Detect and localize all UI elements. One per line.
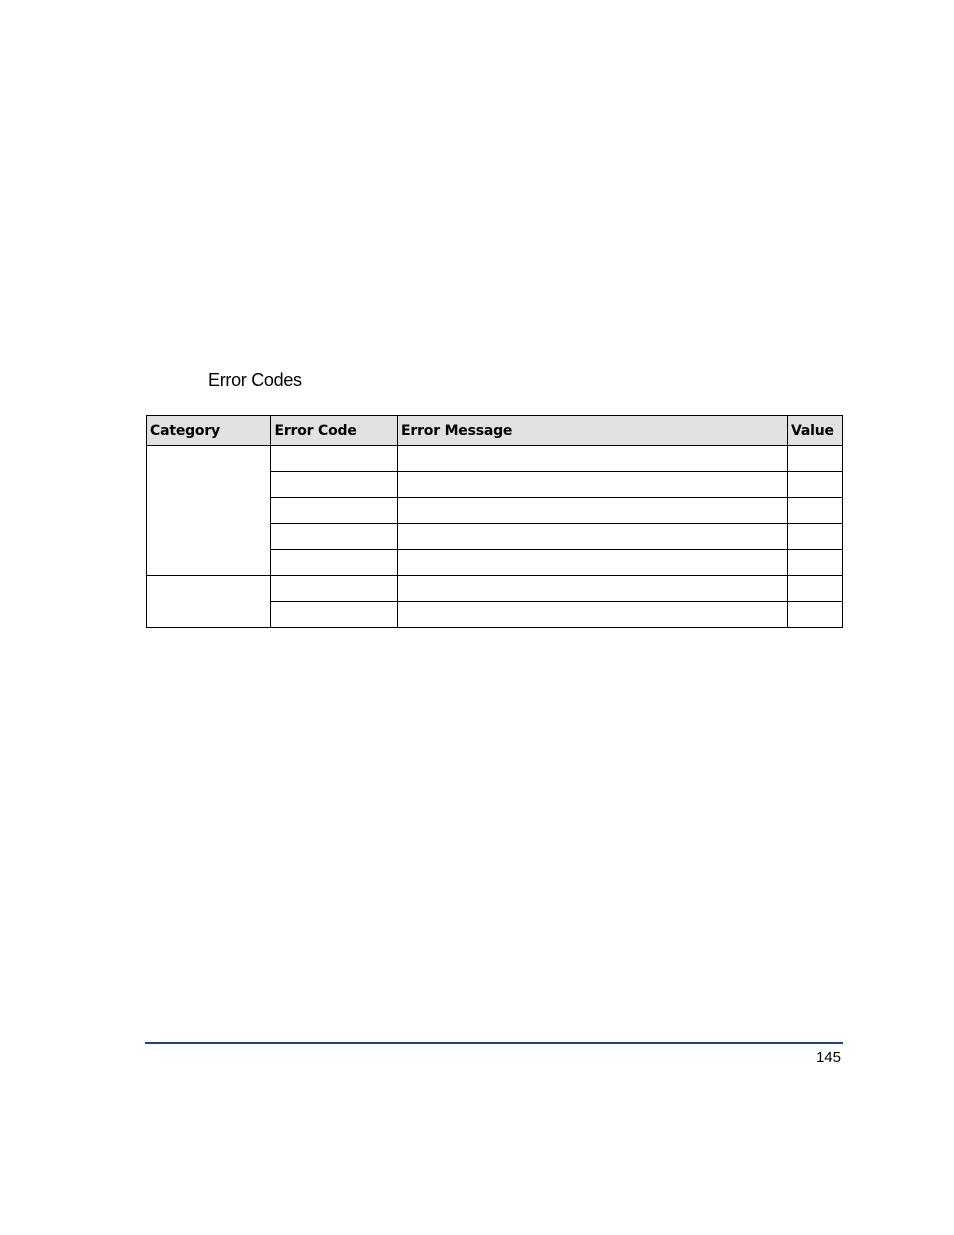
- error-message-cell: [398, 472, 788, 498]
- category-cell: [147, 576, 271, 628]
- value-cell: [788, 524, 843, 550]
- error-message-cell: [398, 446, 788, 472]
- error-message-cell: [398, 524, 788, 550]
- error-message-cell: [398, 602, 788, 628]
- header-error-message: Error Message: [398, 416, 788, 446]
- value-cell: [788, 446, 843, 472]
- error-code-cell: [271, 446, 398, 472]
- value-cell: [788, 550, 843, 576]
- error-code-cell: [271, 524, 398, 550]
- error-codes-table: [146, 415, 843, 628]
- table-row: [147, 446, 843, 472]
- value-cell: [788, 602, 843, 628]
- error-code-cell: [271, 550, 398, 576]
- error-message-cell: [398, 576, 788, 602]
- value-cell: [788, 576, 843, 602]
- footer-rule: [145, 1042, 843, 1044]
- header-category: Category: [147, 416, 271, 446]
- error-code-cell: [271, 472, 398, 498]
- header-error-code: Error Code: [271, 416, 398, 446]
- page-number: 145: [815, 1049, 841, 1066]
- section-title: Error Codes: [208, 370, 302, 390]
- table-header-row: [147, 416, 843, 446]
- category-cell: [147, 446, 271, 576]
- value-cell: [788, 472, 843, 498]
- value-cell: [788, 498, 843, 524]
- error-message-cell: [398, 550, 788, 576]
- error-code-cell: [271, 498, 398, 524]
- error-code-cell: [271, 576, 398, 602]
- error-message-cell: [398, 498, 788, 524]
- table-row: [147, 576, 843, 602]
- error-code-cell: [271, 602, 398, 628]
- header-value: Value: [788, 416, 843, 446]
